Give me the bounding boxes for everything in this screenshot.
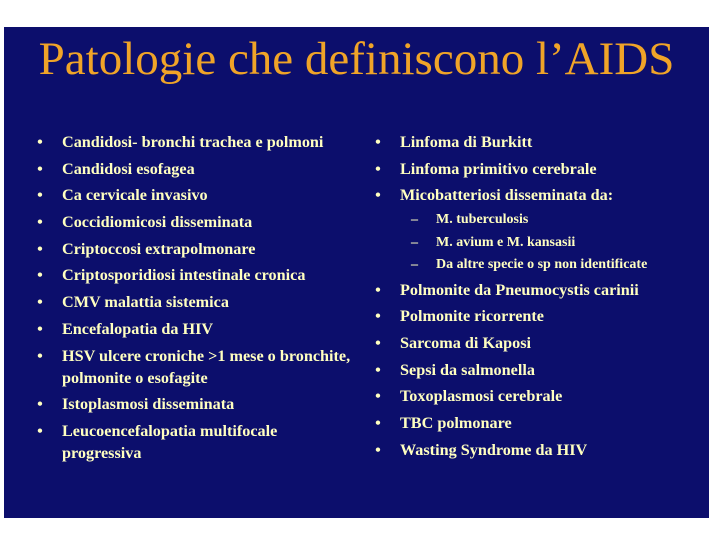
bullet-icon: • [37,319,43,338]
bullet-icon: • [37,133,43,151]
bullet-icon: • [375,360,381,379]
list-item-text: Criptoccosi extrapolmonare [62,239,256,258]
bullet-icon: • [375,414,381,432]
bullet-icon: • [37,346,43,365]
sub-list-item [370,256,706,274]
list-item-text: HSV ulcere croniche >1 mese o bronchite, polmonite o esofagite [62,346,351,387]
list-item [370,184,706,206]
list-item-text: Polmonite da Pneumocystis carinii [400,280,639,299]
list-item-text: Wasting Syndrome da HIV [400,440,588,459]
slide-title: Patologie che definiscono l’AIDS [38,33,675,85]
bullet-icon: • [375,387,381,406]
list-item-text: Criptosporidiosi intestinale cronica [62,266,306,285]
list-item-text: Ca cervicale invasivo [62,186,208,205]
list-item [32,318,352,340]
list-item [370,279,706,301]
list-item-text: Micobatteriosi disseminata da: [400,186,614,205]
bullet-icon: • [37,266,43,285]
bullet-icon: • [37,186,43,205]
bullet-icon: • [375,307,381,326]
list-item-text: Polmonite ricorrente [400,307,544,326]
list-item [370,158,706,180]
list-item-text: Candidosi esofagea [62,159,195,178]
list-item [32,184,352,206]
bullet-icon: • [375,280,381,299]
right-column-list [370,131,706,465]
list-item [32,211,352,233]
list-item [370,439,706,461]
list-item-text: TBC polmonare [400,414,512,432]
list-item [32,264,352,286]
slide [4,27,709,518]
list-item [32,158,352,180]
bullet-icon: • [37,159,43,178]
bullet-icon: • [37,293,43,312]
list-item-text: Linfoma di Burkitt [400,133,533,151]
sub-list-item-text: M. tuberculosis [436,212,529,228]
bullet-icon: • [375,133,381,151]
left-column-list [32,131,352,469]
list-item-text: Istoplasmosi disseminata [62,395,235,414]
bullet-icon: • [375,159,381,178]
bullet-icon: • [37,213,43,232]
dash-icon: – [411,234,418,250]
list-item [370,131,706,153]
dash-icon: – [411,212,418,228]
list-item-text: Leucoencefalopatia multifocale progressiva [62,421,278,462]
list-item-text: Candidosi- bronchi trachea e polmoni [62,133,324,151]
bullet-icon: • [37,395,43,414]
list-item [370,332,706,354]
sub-list-item [370,211,706,229]
list-item-text: Toxoplasmosi cerebrale [400,387,563,406]
sub-list-item-text: M. avium e M. kansasii [436,234,576,250]
list-item [370,385,706,407]
sub-list-item [370,234,706,252]
list-item-text: CMV malattia sistemica [62,293,229,312]
bullet-icon: • [37,239,43,258]
list-item [32,393,352,415]
bullet-icon: • [375,440,381,459]
list-item [32,345,352,389]
list-item-text: Sepsi da salmonella [400,360,535,379]
list-item [32,238,352,260]
list-item [32,291,352,313]
list-item [32,131,352,153]
list-item [32,420,352,464]
list-item [370,359,706,381]
list-item-text: Linfoma primitivo cerebrale [400,159,597,178]
bullet-icon: • [37,421,43,440]
sub-list-item-text: Da altre specie o sp non identificate [436,257,648,273]
list-item-text: Encefalopatia da HIV [62,319,214,338]
bullet-icon: • [375,333,381,352]
list-item-text: Coccidiomicosi disseminata [62,213,253,232]
dash-icon: – [411,257,418,273]
bullet-icon: • [375,186,381,205]
list-item [370,412,706,434]
list-item [370,305,706,327]
list-item-text: Sarcoma di Kaposi [400,333,532,352]
